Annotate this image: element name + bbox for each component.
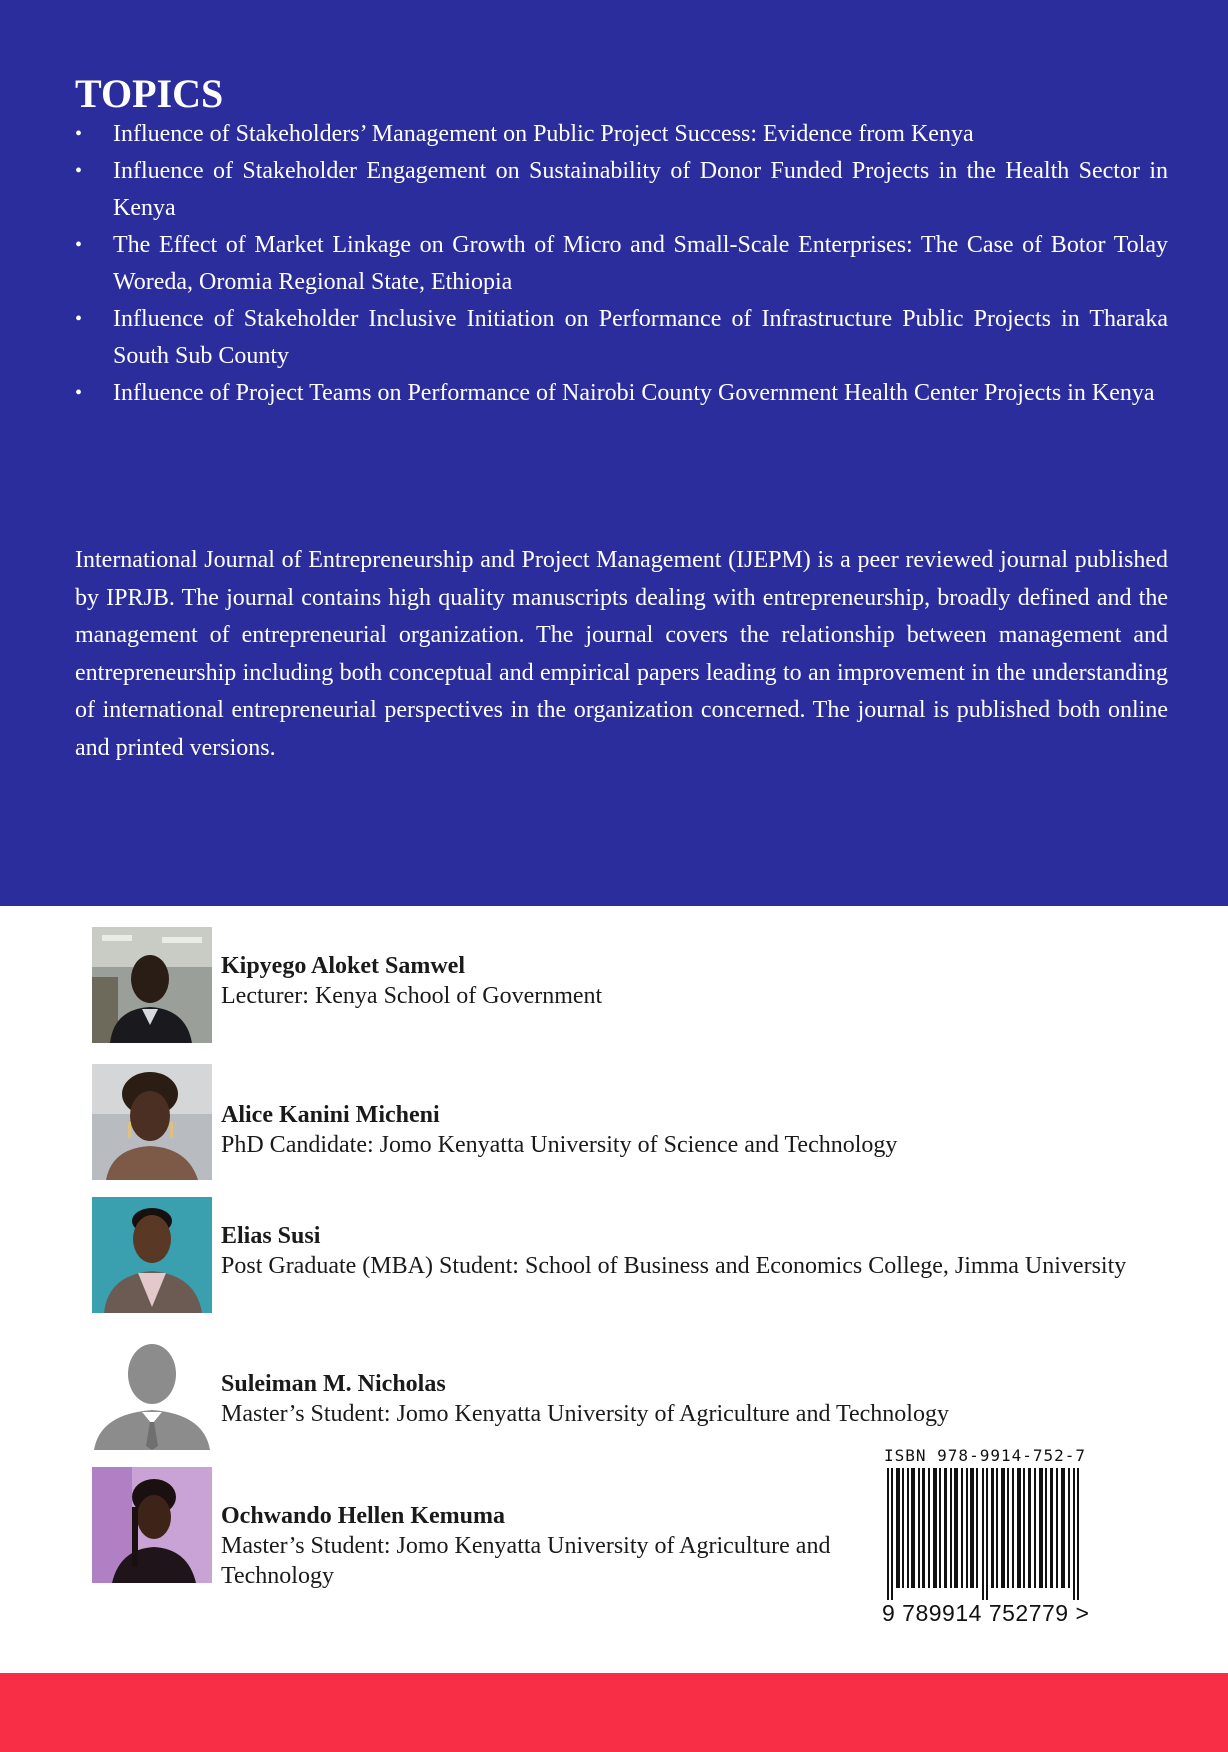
bullet-icon: •: [75, 234, 83, 256]
author-photo: [92, 1197, 212, 1313]
bullet-icon: •: [75, 382, 83, 404]
topics-heading: TOPICS: [75, 71, 224, 116]
topic-item: • Influence of Stakeholder Inclusive Initiation on Performance of Infrastructure Public Projects in Tharaka South Sub County: [75, 301, 1168, 375]
barcode-digits: 9 789914 752779 >: [882, 1600, 1090, 1626]
author-name: Ochwando Hellen Kemuma: [221, 1503, 506, 1529]
author-role: PhD Candidate: Jomo Kenyatta University of Science and Technology: [221, 1132, 898, 1158]
author-name: Kipyego Aloket Samwel: [221, 953, 465, 979]
author-entry: [92, 1197, 1127, 1313]
author-entry: [92, 1334, 949, 1450]
journal-description: International Journal of Entrepreneurship and Project Management (IJEPM) is a peer reviewed journal published by IPRJB. The journal contains high quality manuscripts dealing with entrepreneurship, broadly defined and the management of entrepreneurial organization. The journal covers the relationship between management and entrepreneurship including both conceptual and empirical papers leading to an improvement in the understanding of international entrepreneurial perspectives in the organization concerned. The journal is published both online and printed versions.: [75, 547, 1168, 761]
author-role-continued: Technology: [221, 1563, 334, 1589]
person-photo-icon: [92, 1467, 212, 1583]
barcode-icon: [884, 1468, 1089, 1600]
person-photo-icon: [92, 1064, 212, 1180]
author-role: Lecturer: Kenya School of Government: [221, 983, 603, 1009]
bottom-accent-bar: [0, 1673, 1228, 1752]
author-name: Suleiman M. Nicholas: [221, 1371, 446, 1397]
author-entry: [92, 927, 852, 1043]
author-name: Elias Susi: [221, 1223, 321, 1249]
bullet-icon: •: [75, 160, 83, 182]
author-role: Post Graduate (MBA) Student: School of Business and Economics College, Jimma University: [221, 1253, 1127, 1279]
topic-item: • Influence of Project Teams on Performance of Nairobi County Government Health Center Projects in Kenya: [75, 375, 1168, 412]
author-photo: [92, 1064, 212, 1180]
avatar-placeholder-icon: [92, 1334, 212, 1450]
topic-item: • Influence of Stakeholder Engagement on Sustainability of Donor Funded Projects in the Health Sector in Kenya: [75, 153, 1168, 227]
person-photo-icon: [92, 927, 212, 1043]
author-entry: [92, 1467, 852, 1589]
bullet-icon: •: [75, 308, 83, 330]
author-entry: [92, 1064, 898, 1180]
person-photo-icon: [92, 1197, 212, 1313]
author-photo: [92, 1334, 212, 1450]
topics-list: [75, 116, 1168, 412]
isbn-label: ISBN 978-9914-752-7: [884, 1446, 1087, 1465]
author-photo: [92, 1467, 212, 1583]
author-role: Master’s Student: Jomo Kenyatta University of Agriculture and: [221, 1533, 831, 1559]
author-photo: [92, 927, 212, 1043]
author-name: Alice Kanini Micheni: [221, 1102, 440, 1128]
author-role: Master’s Student: Jomo Kenyatta University of Agriculture and Technology: [221, 1401, 949, 1427]
topic-item: • The Effect of Market Linkage on Growth of Micro and Small-Scale Enterprises: The Case of Botor Tolay Woreda, Oromia Regional State, Ethiopia: [75, 227, 1168, 301]
topic-item: • Influence of Stakeholders’ Management on Public Project Success: Evidence from Kenya: [75, 116, 1168, 153]
bullet-icon: •: [75, 123, 83, 145]
